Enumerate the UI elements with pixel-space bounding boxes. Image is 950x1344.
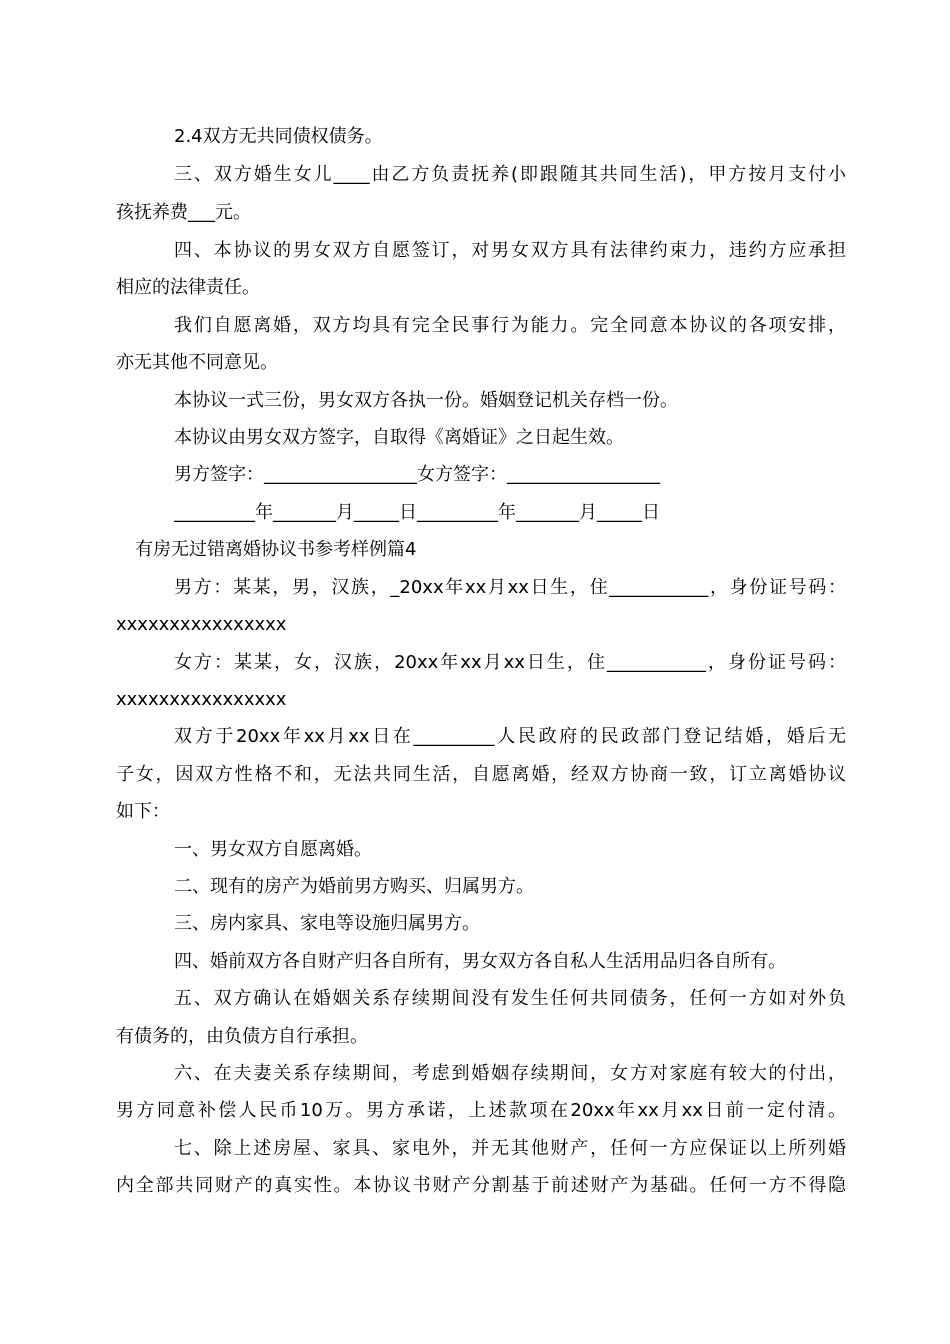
statement-line-1: 我们自愿离婚，双方均具有完全民事行为能力。完全同意本协议的各项安排， [174, 315, 846, 336]
article-5-line-1: 五、双方确认在婚姻关系存续期间没有发生任何共同债务，任何一方如对外负 [174, 988, 846, 1009]
article-6-line-2: 男方同意补偿人民币10万。男方承诺，上述款项在20xx年xx月xx日前一定付清。 [116, 1100, 846, 1121]
female-party-line-1: 女方：某某，女，汉族，20xx年xx月xx日生，住___________，身份证号码： [174, 652, 846, 673]
clause-4-line-2: 相应的法律责任。 [116, 277, 260, 298]
article-7-line-2: 内全部共同财产的真实性。本协议书财产分割基于前述财产为基础。任何一方不得隐 [116, 1175, 846, 1196]
effective-paragraph: 本协议由男女双方签字，自取得《离婚证》之日起生效。 [174, 427, 624, 448]
article-7-line-1: 七、除上述房屋、家具、家电外，并无其他财产，任何一方应保证以上所列婚 [174, 1138, 846, 1159]
clause-3-line-2: 孩抚养费___元。 [116, 202, 251, 223]
copies-paragraph: 本协议一式三份，男女双方各执一份。婚姻登记机关存档一份。 [174, 390, 678, 411]
section-title: 有房无过错离婚协议书参考样例篇4 [135, 539, 417, 560]
female-party-id: xxxxxxxxxxxxxxxx [116, 689, 287, 710]
statement-line-2: 亦无其他不同意见。 [116, 352, 278, 373]
intro-line-3: 如下： [116, 801, 170, 822]
clause-4-line-1: 四、本协议的男女双方自愿签订，对男女双方具有法律约束力，违约方应承担 [174, 240, 846, 261]
article-4: 四、婚前双方各自财产归各自所有，男女双方各自私人生活用品归各自所有。 [174, 951, 786, 972]
intro-line-1: 双方于20xx年xx月xx日在_________人民政府的民政部门登记结婚，婚后无 [174, 726, 846, 747]
article-5-line-2: 有债务的，由负债方自行承担。 [116, 1026, 368, 1047]
male-party-line-1: 男方：某某，男，汉族，_20xx年xx月xx日生，住___________，身份证号码： [174, 577, 846, 598]
article-3: 三、房内家具、家电等设施归属男方。 [174, 913, 480, 934]
signature-line: 男方签字：_________________女方签字：_________________ [174, 464, 660, 485]
intro-line-2: 子女，因双方性格不和，无法共同生活，自愿离婚，经双方协商一致，订立离婚协议 [116, 764, 846, 785]
article-1: 一、男女双方自愿离婚。 [174, 839, 372, 860]
clause-2-4: 2.4双方无共同债权债务。 [174, 126, 383, 147]
article-2: 二、现有的房产为婚前男方购买、归属男方。 [174, 876, 534, 897]
date-line: _________年_______月_____日_________年_______月_____日 [174, 502, 660, 523]
male-party-id: xxxxxxxxxxxxxxxx [116, 614, 287, 635]
clause-3-line-1: 三、双方婚生女儿____由乙方负责抚养(即跟随其共同生活)，甲方按月支付小 [174, 164, 846, 185]
article-6-line-1: 六、在夫妻关系存续期间，考虑到婚姻存续期间，女方对家庭有较大的付出， [174, 1063, 846, 1084]
